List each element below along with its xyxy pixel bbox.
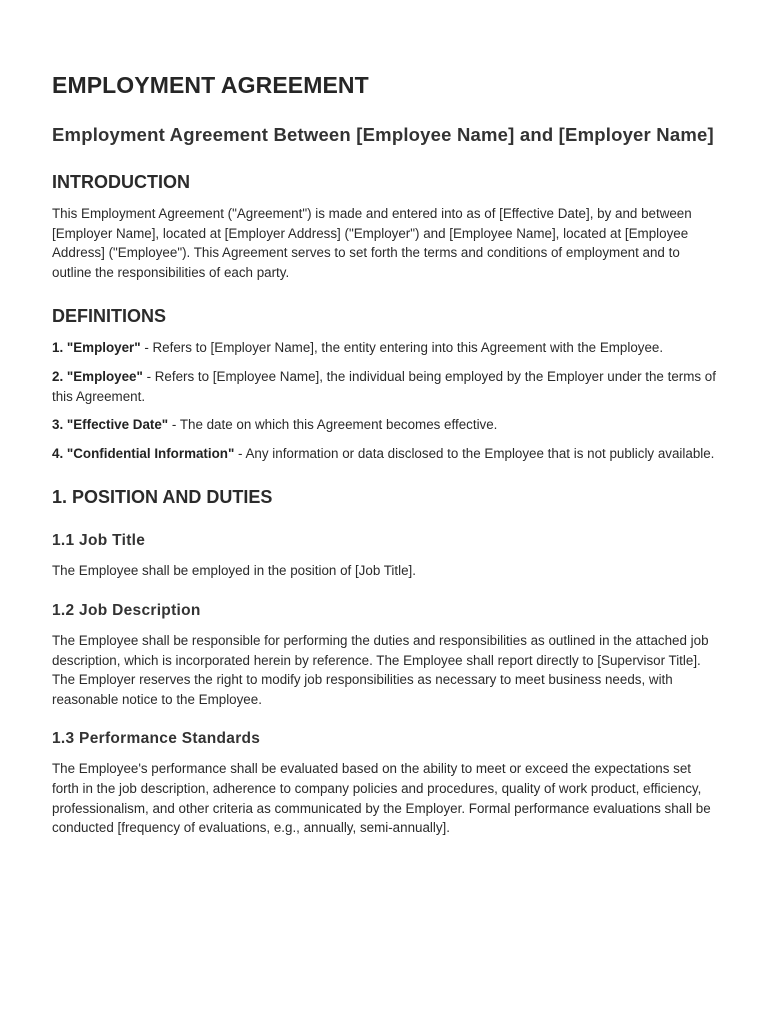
definitions-heading: DEFINITIONS: [52, 306, 167, 327]
definition-term: 3. "Effective Date": [52, 417, 169, 433]
performance-standards-text: The Employee's performance shall be evaluated based on the ability to meet or exceed the expectations set forth in the job description, adherence to company policies and procedures, quality of work product, efficiency, professionalism, and other criteria as communicated by the Employer. Formal performance evaluations shall be conducted [frequency of evaluations, e.g., annually, semi-annually].: [52, 761, 711, 836]
definition-term: 1. "Employer": [52, 340, 141, 356]
position-section: [52, 485, 718, 837]
definition-item-confidential-information: [52, 444, 718, 464]
definition-term: 2. "Employee": [52, 368, 143, 384]
performance-standards-heading: 1.3 Performance Standards: [52, 730, 261, 748]
document-page: [52, 70, 718, 838]
definition-text: - Refers to [Employer Name], the entity entering into this Agreement with the Employee.: [140, 340, 664, 356]
introduction-text: This Employment Agreement ("Agreement") is made and entered into as of [Effective Date], by and between [Employer Name], located at [Employer Address] ("Employer") and [Employee Name], located at [Employee Address] ("Employee"). This Agreement serves to set forth the terms and conditions of employment and to outline the responsibilities of each party.: [52, 206, 692, 280]
document-title: EMPLOYMENT AGREEMENT: [52, 72, 369, 98]
job-title-heading: 1.1 Job Title: [52, 532, 146, 550]
definitions-section: [52, 304, 718, 463]
introduction-section: [52, 170, 718, 282]
definition-item-effective-date: [52, 415, 718, 435]
job-description-text: The Employee shall be responsible for performing the duties and responsibilities as outlined in the attached job description, which is incorporated herein by reference. The Employee shall report directly to [Supervisor Title]. The Employer reserves the right to modify job responsibilities as necessary to meet business needs, with reasonable notice to the Employee.: [52, 632, 709, 707]
definition-text: - Refers to [Employee Name], the individual being employed by the Employer under the terms of this Agreement.: [52, 368, 716, 404]
definition-term: 4. "Confidential Information": [52, 445, 235, 461]
definition-text: - The date on which this Agreement becomes effective.: [168, 417, 498, 433]
definition-item-employer: [52, 338, 718, 358]
document-subtitle: Employment Agreement Between [Employee Name] and [Employer Name]: [52, 124, 714, 145]
introduction-heading: INTRODUCTION: [52, 172, 190, 192]
position-heading: 1. POSITION AND DUTIES: [52, 487, 273, 508]
definition-item-employee: [52, 367, 718, 406]
definition-text: - Any information or data disclosed to the Employee that is not publicly available.: [234, 445, 715, 461]
job-description-heading: 1.2 Job Description: [52, 601, 201, 619]
job-title-text: The Employee shall be employed in the position of [Job Title].: [52, 563, 416, 579]
